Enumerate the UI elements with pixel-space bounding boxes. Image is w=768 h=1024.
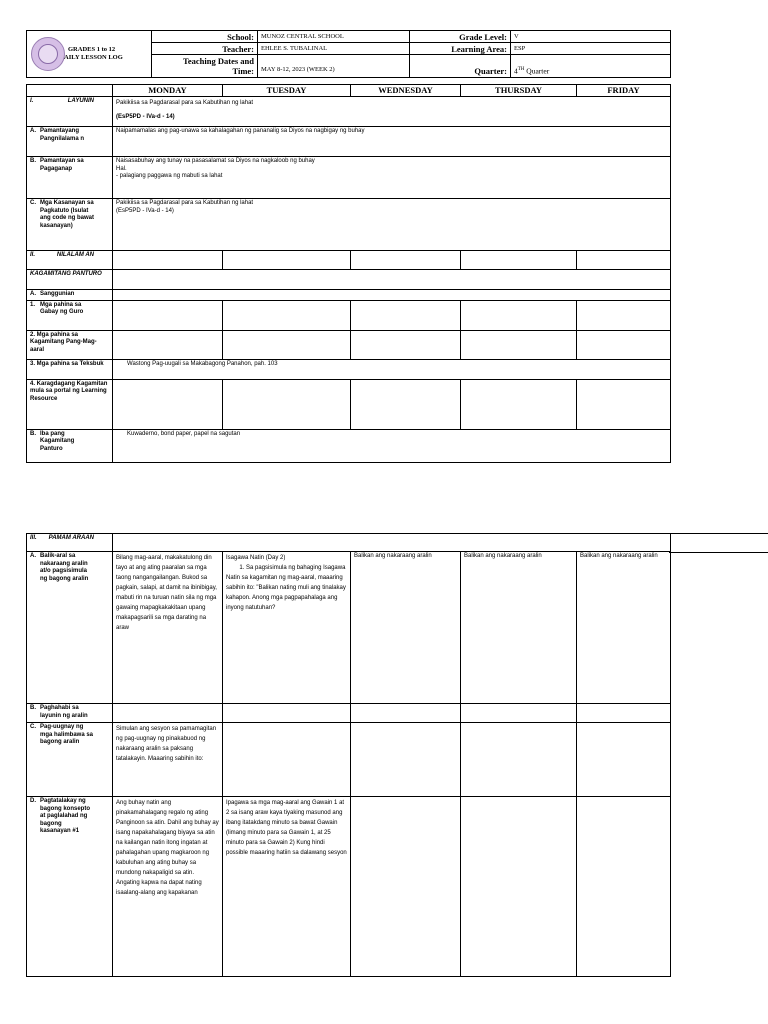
day-wednesday: WEDNESDAY — [351, 85, 461, 97]
row-paghahabi-label: B. Paghahabi sa layunin ng aralin — [27, 704, 113, 723]
row-nilalaman-label: II. NILALAM AN — [27, 251, 113, 270]
cell — [351, 330, 461, 359]
cell — [461, 251, 577, 270]
row-kasanayan-label: C. Mga Kasanayan sa Pagkatuto (Isulat ang code ng bawat kasanayan) — [27, 199, 113, 251]
row-pagaganap-content: Naisasabuhay ang tunay na pasasalamat sa Diyos na nagkaloob ng buhay Hal. - palagiang paggawa ng mabuti sa lahat — [113, 157, 671, 199]
cell — [351, 797, 461, 977]
area-label: Learning Area: — [410, 43, 511, 55]
balik-aral-friday: Balikan ang nakaraang aralin — [577, 552, 671, 704]
cell — [113, 534, 671, 552]
cell — [461, 300, 577, 330]
cell — [577, 723, 671, 797]
row-balik-aral-label: A. Balik-aral sa nakaraang aralin at/o pagsisimula ng bagong aralin — [27, 552, 113, 704]
row-layunin-label: I. LAYUNIN — [27, 97, 113, 127]
day-friday: FRIDAY — [577, 85, 671, 97]
row-kagamitang-label: KAGAMITANG PANTURO — [27, 270, 113, 290]
cell — [223, 300, 351, 330]
cell — [351, 723, 461, 797]
cell — [223, 251, 351, 270]
cell — [351, 251, 461, 270]
row-pagaganap-label: B. Pamantayan sa Pagaganap — [27, 157, 113, 199]
grade-label: Grade Level: — [410, 31, 511, 43]
cell — [113, 251, 223, 270]
logo-cell — [27, 31, 152, 78]
deped-seal-icon — [31, 37, 65, 71]
cell — [461, 379, 577, 429]
cell — [351, 379, 461, 429]
quarter-value: 4TH Quarter — [511, 55, 671, 78]
school-value: MUNOZ CENTRAL SCHOOL — [258, 31, 410, 43]
procedure-table — [26, 533, 671, 977]
teacher-label: Teacher: — [152, 43, 258, 55]
header-table — [26, 30, 671, 78]
cell — [113, 379, 223, 429]
cell — [577, 251, 671, 270]
cell — [113, 704, 223, 723]
school-label: School: — [152, 31, 258, 43]
overflow-row-line — [669, 533, 768, 553]
day-monday: MONDAY — [113, 85, 223, 97]
objectives-table — [26, 84, 671, 463]
cell — [577, 330, 671, 359]
row-kasanayan-content: Pakikiisa sa Pagdarasal para sa Kabutihan ng lahat (EsP5PD - IVa-d - 14) — [113, 199, 671, 251]
row-kagamitang-mag-aaral-label: 2. Mga pahina sa Kagamitang Pang-Mag-aaral — [27, 330, 113, 359]
row-layunin-content: Pakikiisa sa Pagdarasal para sa Kabutihan ng lahat (EsP5PD - IVa-d - 14) — [113, 97, 671, 127]
cell — [113, 270, 671, 290]
row-teksbuk-content: Wastong Pag-uugali sa Makabagong Panahon, pah. 103 — [113, 359, 671, 379]
cell — [223, 379, 351, 429]
cell — [223, 330, 351, 359]
log-title: GRADES 1 to 12 AILY LESSON LOG — [64, 46, 123, 61]
cell — [113, 330, 223, 359]
cell — [461, 797, 577, 977]
cell — [577, 300, 671, 330]
balik-aral-wednesday: Balikan ang nakaraang aralin — [351, 552, 461, 704]
area-value: ESP — [511, 43, 671, 55]
pag-uugnay-monday: Simulan ang sesyon sa pamamagitan ng pag-uugnay ng pinakabuod ng nakaraang aralin sa paksang tatalakayin. Maaaring sabihin ito: — [113, 723, 223, 797]
dates-value: MAY 8-12, 2023 (WEEK 2) — [258, 55, 410, 78]
row-pag-uugnay-label: C. Pag-uugnay ng mga halimbawa sa bagong aralin — [27, 723, 113, 797]
quarter-label: Quarter: — [410, 55, 511, 78]
balik-aral-monday: Bilang mag-aaral, makakatulong din tayo at ang ating paaralan sa mga taong nangangailangan. Bukod sa pagkain, salapi, at damit na ibinibigay, mabuti rin na turuan natin sila ng mga gawaing mapagkakakitaan upang makapagsarili sa mga darating na araw — [113, 552, 223, 704]
row-gabay-label: 1. Mga pahina sa Gabay ng Guro — [27, 300, 113, 330]
cell — [113, 290, 671, 301]
row-iba-pang-label: B. Iba pang Kagamitang Panturo — [27, 429, 113, 462]
teacher-value: EHLEE S. TUBALINAL — [258, 43, 410, 55]
cell — [351, 704, 461, 723]
cell — [577, 797, 671, 977]
cell — [577, 704, 671, 723]
day-tuesday: TUESDAY — [223, 85, 351, 97]
cell — [223, 704, 351, 723]
row-pamantayang-label: A. Pamantayang Pangnilalama n — [27, 127, 113, 157]
row-pamamaraan-label: III. PAMAM ARAAN — [27, 534, 113, 552]
row-learning-resource-label: 4. Karagdagang Kagamitan mula sa portal ng Learning Resource — [27, 379, 113, 429]
cell — [577, 379, 671, 429]
balik-aral-tuesday: Isagawa Natin (Day 2) 1. Sa pagsisimula ng bahaging Isagawa Natin sa kagamitan ng mag-aaral, maaaring sabihin ito: "Balikan nating muli ang tinalakay kahapon. Anong mga pagpapahalaga ang inyong natutuhan? — [223, 552, 351, 704]
cell — [351, 300, 461, 330]
row-pagtatalakay-label: D. Pagtatalakay ng bagong konsepto at paglalahad ng bagong kasanayan #1 — [27, 797, 113, 977]
cell — [461, 704, 577, 723]
pagtatalakay-monday: Ang buhay natin ang pinakamahalagang regalo ng ating Panginoon sa atin. Dahil ang buhay ay isang napakahalagang biyaya sa atin na kailangan natin itong ingatan at pahalagahan upang magkaroon ng kabuluhan ang ating buhay sa mundong nakapaligid sa atin. Angating kapwa na dapat nating isaalang-alang ang kapakanan — [113, 797, 223, 977]
day-thursday: THURSDAY — [461, 85, 577, 97]
row-sanggunian-label: A. Sanggunian — [27, 290, 113, 301]
cell — [223, 723, 351, 797]
dates-label: Teaching Dates and Time: — [152, 55, 258, 78]
pagtatalakay-tuesday: Ipagawa sa mga mag-aaral ang Gawain 1 at 2 sa isang araw kaya tiyaking masunod ang ibang itatakdang minuto sa bawat Gawain (limang minuto para sa Gawain 1, at 25 minuto para sa Gawain 2) Kung hindi possible maaaring hatiin sa dalawang sesyon — [223, 797, 351, 977]
row-iba-pang-content: Kuwaderno, bond paper, papel na sagutan — [113, 429, 671, 462]
row-pamantayang-content: Naipamamalas ang pag-unawa sa kahalagahan ng pananalig sa Diyos na nagbigay ng buhay — [113, 127, 671, 157]
cell — [461, 723, 577, 797]
cell — [113, 300, 223, 330]
balik-aral-thursday: Balikan ang nakaraang aralin — [461, 552, 577, 704]
cell — [461, 330, 577, 359]
grade-value: V — [511, 31, 671, 43]
row-teksbuk-label: 3. Mga pahina sa Teksbuk — [27, 359, 113, 379]
corner-cell — [27, 85, 113, 97]
